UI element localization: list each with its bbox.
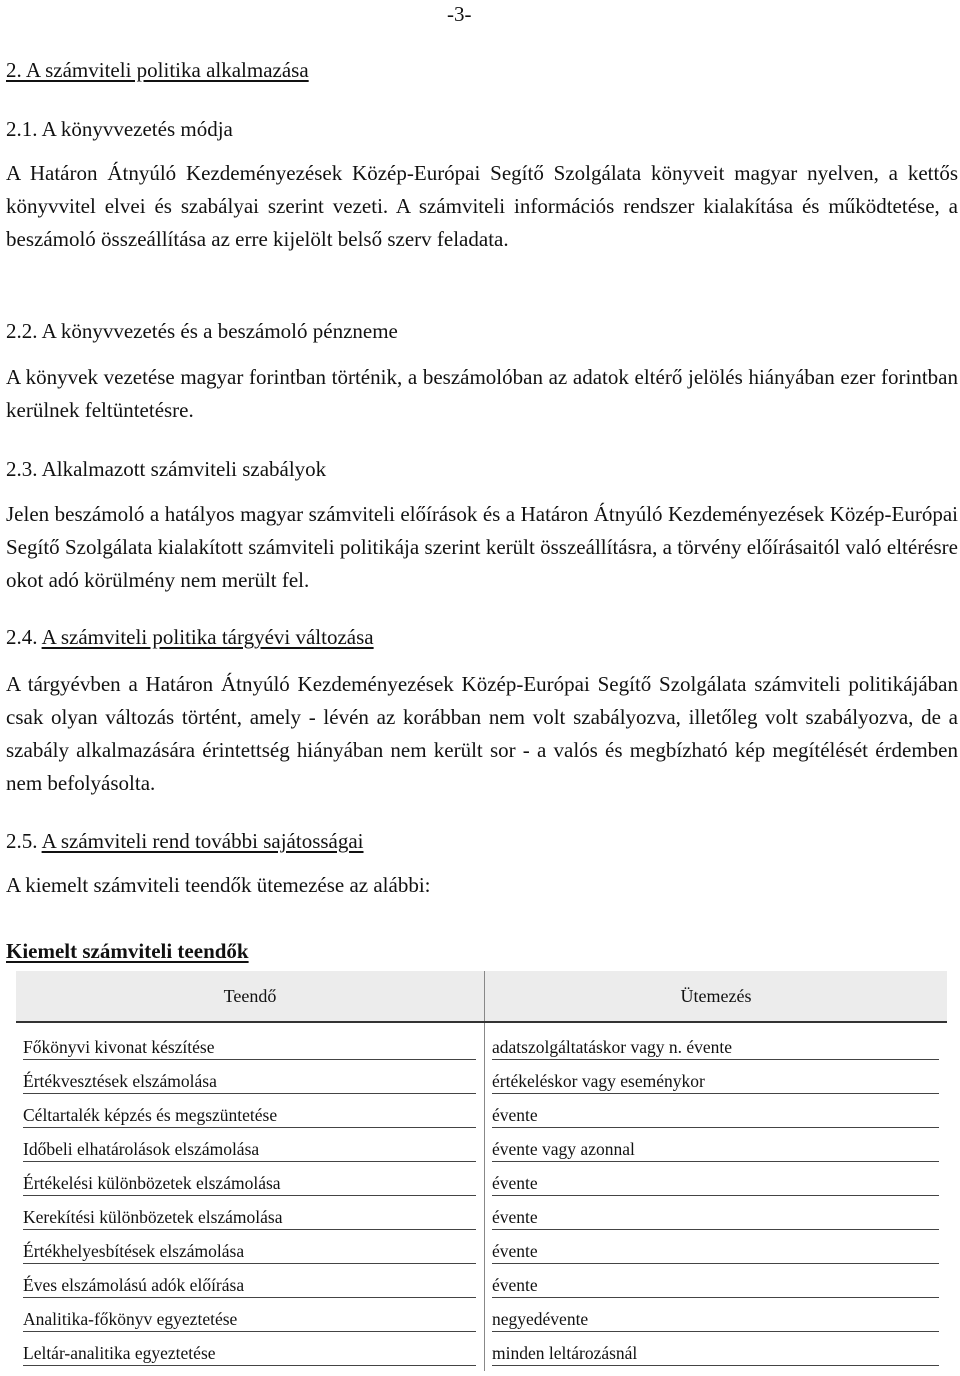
header-task: Teendő (16, 971, 485, 1022)
table-title: Kiemelt számviteli teendők (6, 939, 249, 963)
heading-2-4-title: A számviteli politika tárgyévi változása (41, 625, 374, 649)
page-number: -3- (447, 2, 472, 26)
paragraph-2-5: A kiemelt számviteli teendők ütemezése az alábbi: (6, 873, 431, 897)
task-cell: Értékvesztések elszámolása (23, 1071, 476, 1094)
schedule-cell: évente (492, 1207, 939, 1230)
section-title: 2. A számviteli politika alkalmazása (6, 58, 309, 82)
task-cell: Időbeli elhatárolások elszámolása (23, 1139, 476, 1162)
heading-2-5-title: A számviteli rend további sajátosságai (41, 829, 364, 853)
table-row (16, 1167, 947, 1201)
table-header-row (16, 971, 947, 1022)
table-row (16, 1201, 947, 1235)
table-row (16, 1031, 947, 1065)
schedule-cell: negyedévente (492, 1309, 939, 1332)
schedule-cell: évente (492, 1105, 939, 1128)
task-cell: Értékhelyesbítések elszámolása (23, 1241, 476, 1264)
heading-2-4-number: 2.4. (6, 625, 38, 649)
task-cell: Értékelési különbözetek elszámolása (23, 1173, 476, 1196)
schedule-cell: évente (492, 1173, 939, 1196)
schedule-cell: évente (492, 1241, 939, 1264)
heading-2-5-number: 2.5. (6, 829, 38, 853)
schedule-cell: évente vagy azonnal (492, 1139, 939, 1162)
accounting-tasks-table (16, 971, 947, 1371)
task-cell: Céltartalék képzés és megszüntetése (23, 1105, 476, 1128)
schedule-cell: évente (492, 1275, 939, 1298)
heading-2-1: 2.1. A könyvvezetés módja (6, 117, 233, 141)
table-row (16, 1337, 947, 1371)
header-schedule: Ütemezés (485, 971, 948, 1022)
table-row (16, 1133, 947, 1167)
task-cell: Éves elszámolású adók előírása (23, 1275, 476, 1298)
schedule-cell: értékeléskor vagy eseménykor (492, 1071, 939, 1094)
paragraph-2-3: Jelen beszámoló a hatályos magyar számviteli előírások és a Határon Átnyúló Kezdeményezések Közép-Európai Segítő Szolgálata kialakított számviteli politikája szerint került összeállításra, a törvény előírásaitól való eltérésre okot adó körülmény nem merült fel. (6, 502, 958, 592)
task-cell: Leltár-analitika egyeztetése (23, 1343, 476, 1366)
heading-2-4 (6, 625, 374, 650)
paragraph-2-2: A könyvek vezetése magyar forintban történik, a beszámolóban az adatok eltérő jelölés hiányában ezer forintban kerülnek feltüntetésre. (6, 365, 958, 422)
heading-2-3: 2.3. Alkalmazott számviteli szabályok (6, 457, 327, 481)
schedule-cell: minden leltározásnál (492, 1343, 939, 1366)
table-row (16, 1303, 947, 1337)
table-row (16, 1269, 947, 1303)
table-row (16, 1065, 947, 1099)
heading-2-5 (6, 829, 364, 854)
task-cell: Analitika-főkönyv egyeztetése (23, 1309, 476, 1332)
table-row (16, 1099, 947, 1133)
schedule-cell: adatszolgáltatáskor vagy n. évente (492, 1037, 939, 1060)
table-row (16, 1235, 947, 1269)
heading-2-2: 2.2. A könyvvezetés és a beszámoló pénzneme (6, 319, 398, 343)
paragraph-2-1: A Határon Átnyúló Kezdeményezések Közép-Európai Segítő Szolgálata könyveit magyar nyelven, a kettős könyvvitel elvei és szabályai szerint vezeti. A számviteli információs rendszer kialakítása és működtetése, a beszámoló összeállítása az erre kijelölt belső szerv feladata. (6, 161, 958, 251)
task-cell: Kerekítési különbözetek elszámolása (23, 1207, 476, 1230)
task-cell: Főkönyvi kivonat készítése (23, 1037, 476, 1060)
paragraph-2-4: A tárgyévben a Határon Átnyúló Kezdeményezések Közép-Európai Segítő Szolgálata számviteli politikájában csak olyan változás történt, amely - lévén az korábban nem volt szabályozva, illetőleg volt szabályozva, de a szabály alkalmazására érintettség hiányában nem került sor - a valós és megbízható kép megítélését érdemben nem befolyásolta. (6, 672, 958, 795)
